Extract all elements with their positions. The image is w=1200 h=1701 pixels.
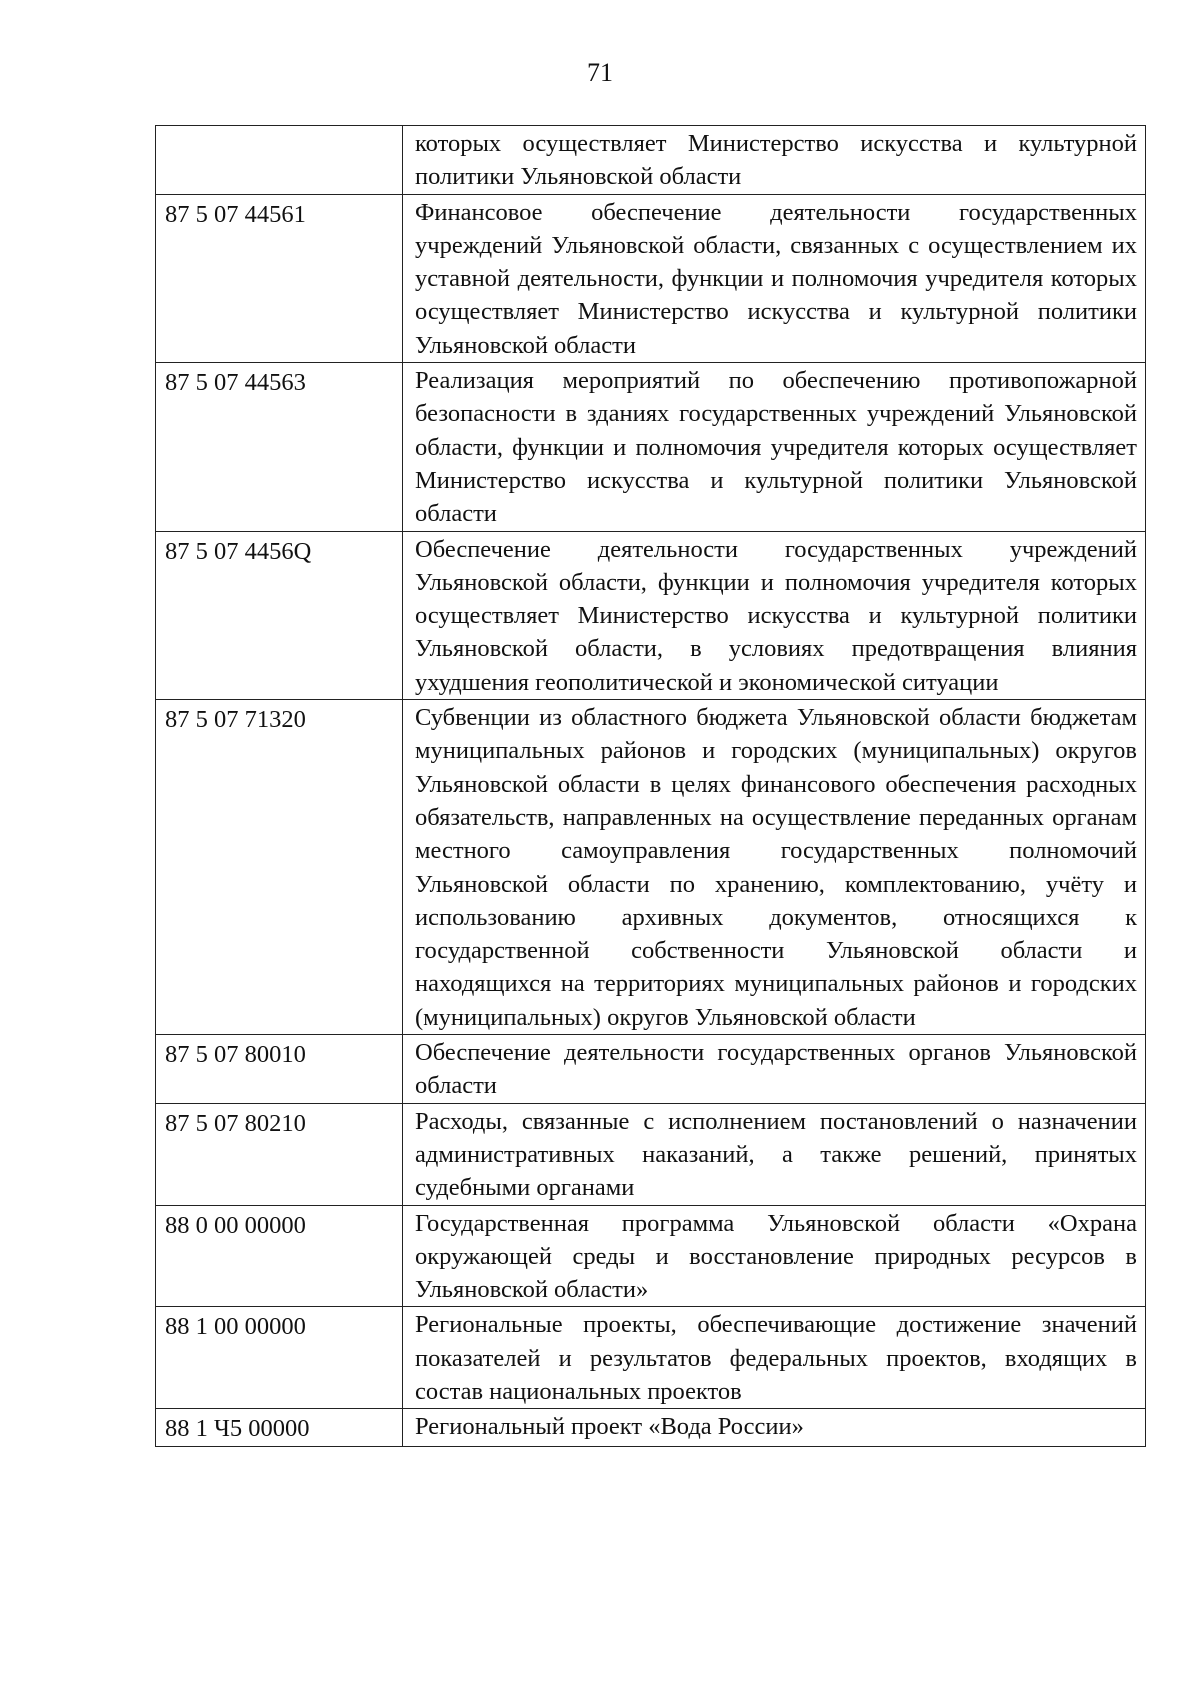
description-cell: Обеспечение деятельности государственных учреждений Ульяновской области, функции и полномочия учредителя которых осуществляет Министерство искусства и культурной политики Ульяновской области, в условиях предотвращения влияния ухудшения геополитической и экономической ситуации xyxy=(403,531,1146,699)
code-cell: 87 5 07 4456Q xyxy=(156,531,403,699)
code-cell: 88 1 Ч5 00000 xyxy=(156,1409,403,1446)
description-cell: Государственная программа Ульяновской области «Охрана окружающей среды и восстановление природных ресурсов в Ульяновской области» xyxy=(403,1205,1146,1307)
description-cell: Обеспечение деятельности государственных органов Ульяновской области xyxy=(403,1035,1146,1104)
table-row xyxy=(156,1103,1146,1205)
code-cell: 88 1 00 00000 xyxy=(156,1307,403,1409)
code-cell: 87 5 07 80010 xyxy=(156,1035,403,1104)
description-cell: Финансовое обеспечение деятельности государственных учреждений Ульяновской области, связанных с осуществлением их уставной деятельности, функции и полномочия учредителя которых осуществляет Министерство искусства и культурной политики Ульяновской области xyxy=(403,194,1146,362)
description-cell: которых осуществляет Министерство искусства и культурной политики Ульяновской области xyxy=(403,126,1146,195)
table-row xyxy=(156,126,1146,195)
description-cell: Расходы, связанные с исполнением постановлений о назначении административных наказаний, а также решений, принятых судебными органами xyxy=(403,1103,1146,1205)
table-row xyxy=(156,1205,1146,1307)
code-cell: 88 0 00 00000 xyxy=(156,1205,403,1307)
budget-code-table xyxy=(155,125,1146,1447)
code-cell xyxy=(156,126,403,195)
table-row xyxy=(156,363,1146,531)
description-cell: Реализация мероприятий по обеспечению противопожарной безопасности в зданиях государственных учреждений Ульяновской области, функции и полномочия учредителя которых осуществляет Министерство искусства и культурной политики Ульяновской области xyxy=(403,363,1146,531)
table-row xyxy=(156,1035,1146,1104)
code-cell: 87 5 07 71320 xyxy=(156,700,403,1035)
table-row xyxy=(156,531,1146,699)
table-row xyxy=(156,194,1146,362)
code-cell: 87 5 07 80210 xyxy=(156,1103,403,1205)
table-row xyxy=(156,700,1146,1035)
description-cell: Региональный проект «Вода России» xyxy=(403,1409,1146,1446)
page-number: 71 xyxy=(587,58,613,87)
table-row xyxy=(156,1409,1146,1446)
table-row xyxy=(156,1307,1146,1409)
description-cell: Региональные проекты, обеспечивающие достижение значений показателей и результатов федеральных проектов, входящих в состав национальных проектов xyxy=(403,1307,1146,1409)
code-cell: 87 5 07 44563 xyxy=(156,363,403,531)
description-cell: Субвенции из областного бюджета Ульяновской области бюджетам муниципальных районов и городских (муниципальных) округов Ульяновской области в целях финансового обеспечения расходных обязательств, направленных на осуществление переданных органам местного самоуправления государственных полномочий Ульяновской области по хранению, комплектованию, учёту и использованию архивных документов, относящихся к государственной собственности Ульяновской области и находящихся на территориях муниципальных районов и городских (муниципальных) округов Ульяновской области xyxy=(403,700,1146,1035)
code-cell: 87 5 07 44561 xyxy=(156,194,403,362)
